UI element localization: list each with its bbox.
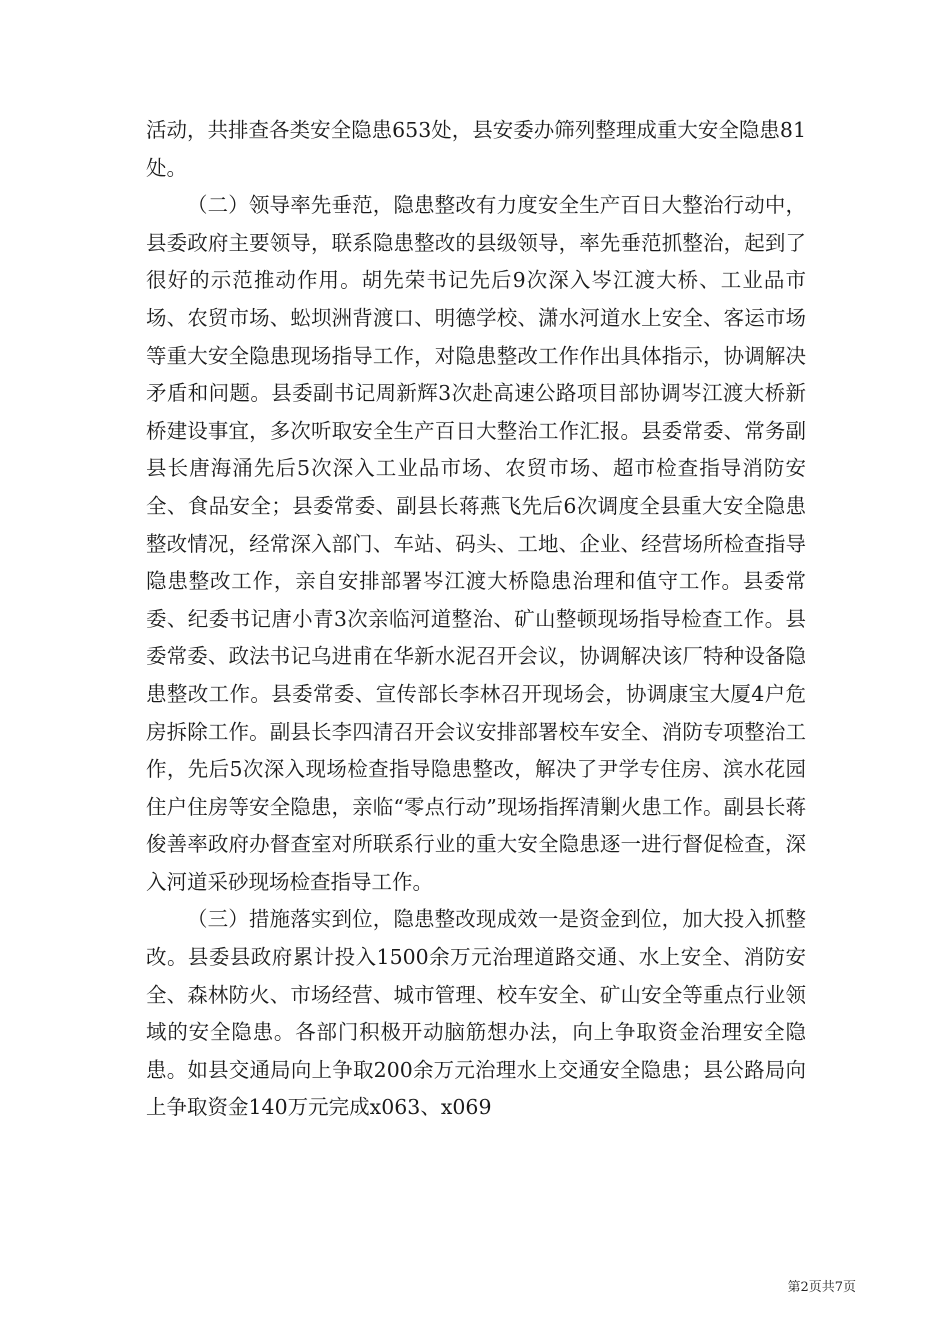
document-body — [146, 112, 806, 1127]
paragraph-measures: （三）措施落实到位，隐患整改现成效一是资金到位，加大投入抓整改。县委县政府累计投入1500余万元治理道路交通、水上安全、消防安全、森林防火、市场经营、城市管理、校车安全、矿山安全等重点行业领域的安全隐患。各部门积极开动脑筋想办法，向上争取资金治理安全隐患。如县交通局向上争取200余万元治理水上交通安全隐患；县公路局向上争取资金140万元完成x063、x069 — [146, 907, 806, 1120]
page-number: 第2页共7页 — [787, 1280, 856, 1295]
paragraph-leadership: （二）领导率先垂范，隐患整改有力度安全生产百日大整治行动中，县委政府主要领导，联系隐患整改的县级领导，率先垂范抓整治，起到了很好的示范推动作用。胡先荣书记先后9次深入岑江渡大桥、工业品市场、农贸市场、蚣坝洲背渡口、明德学校、潇水河道水上安全、客运市场等重大安全隐患现场指导工作，对隐患整改工作作出具体指示，协调解决矛盾和问题。县委副书记周新辉3次赴高速公路项目部协调岑江渡大桥新桥建设事宜，多次听取安全生产百日大整治工作汇报。县委常委、常务副县长唐海涌先后5次深入工业品市场、农贸市场、超市检查指导消防安全、食品安全；县委常委、副县长蒋燕飞先后6次调度全县重大安全隐患整改情况，经常深入部门、车站、码头、工地、企业、经营场所检查指导隐患整改工作，亲自安排部署岑江渡大桥隐患治理和值守工作。县委常委、纪委书记唐小青3次亲临河道整治、矿山整顿现场指导检查工作。县委常委、政法书记乌进甫在华新水泥召开会议，协调解决该厂特种设备隐患整改工作。县委常委、宣传部长李林召开现场会，协调康宝大厦4户危房拆除工作。副县长李四清召开会议安排部署校车安全、消防专项整治工作，先后5次深入现场检查指导隐患整改，解决了尹学专住房、滨水花园住户住房等安全隐患，亲临“零点行动”现场指挥清剿火患工作。副县长蒋俊善率政府办督查室对所联系行业的重大安全隐患逐一进行督促检查，深入河道采砂现场检查指导工作。 — [146, 193, 806, 894]
paragraph-continuation: 活动，共排查各类安全隐患653处，县安委办筛列整理成重大安全隐患81处。 — [146, 118, 806, 180]
